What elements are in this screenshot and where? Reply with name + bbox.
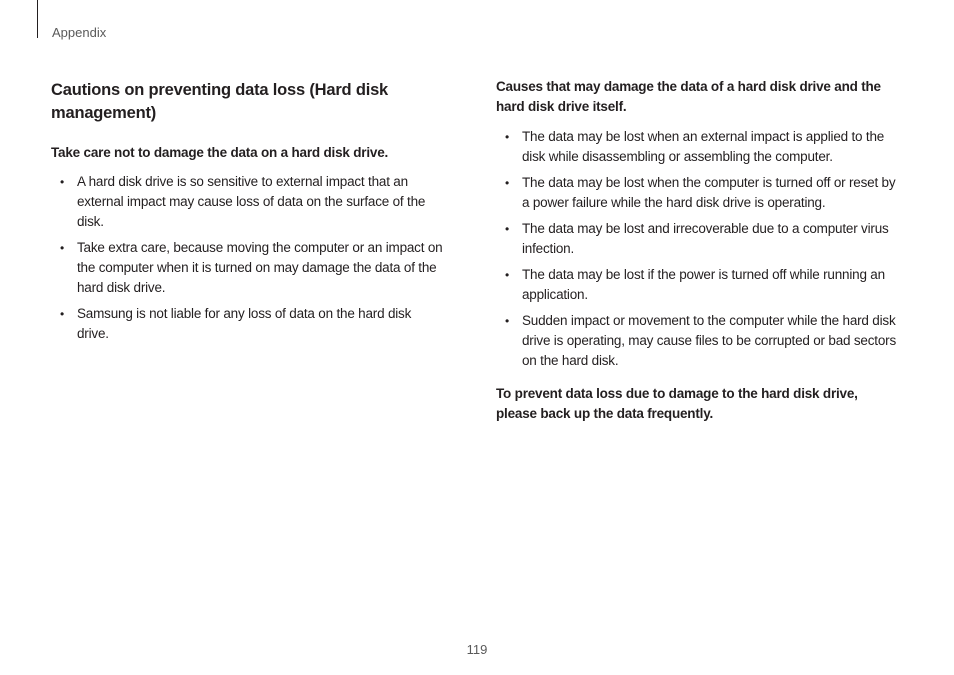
bullet-icon: • [505, 268, 510, 282]
list-item [496, 127, 902, 167]
page-header-rule [37, 0, 38, 38]
left-bullet-list [51, 172, 445, 350]
section-label: Appendix [52, 25, 107, 40]
list-item-text: The data may be lost if the power is turned off while running an application. [522, 267, 885, 302]
list-item [496, 219, 902, 259]
list-item-text: Samsung is not liable for any loss of data on the hard disk drive. [77, 306, 412, 341]
left-subheading: Take care not to damage the data on a hard disk drive. [51, 145, 389, 160]
list-item-text: A hard disk drive is so sensitive to external impact that an external impact may cause loss of data on the surface of the disk. [77, 174, 426, 229]
list-item [51, 238, 445, 298]
right-subheading: Causes that may damage the data of a hard disk drive and the hard disk drive itself. [496, 79, 881, 114]
list-item-text: Take extra care, because moving the computer or an impact on the computer when it is turned on may damage the data of the hard disk drive. [77, 240, 443, 295]
bullet-icon: • [505, 314, 510, 328]
list-item-text: Sudden impact or movement to the computer while the hard disk drive is operating, may cause files to be corrupted or bad sectors on the hard disk. [522, 313, 896, 368]
list-item [51, 304, 445, 344]
closing-note: To prevent data loss due to damage to the hard disk drive, please back up the data frequently. [496, 386, 858, 421]
bullet-icon: • [505, 222, 510, 236]
bullet-icon: • [505, 176, 510, 190]
list-item-text: The data may be lost and irrecoverable due to a computer virus infection. [522, 221, 889, 256]
list-item-text: The data may be lost when an external impact is applied to the disk while disassembling or assembling the computer. [522, 129, 885, 164]
list-item [496, 173, 902, 213]
list-item-text: The data may be lost when the computer is turned off or reset by a power failure while the hard disk drive is operating. [522, 175, 896, 210]
page-number: 119 [466, 642, 488, 657]
list-item [496, 311, 902, 371]
bullet-icon: • [60, 307, 65, 321]
list-item [496, 265, 902, 305]
list-item [51, 172, 445, 232]
page-title: Cautions on preventing data loss (Hard disk management) [51, 81, 389, 122]
right-bullet-list [496, 127, 902, 377]
bullet-icon: • [60, 175, 65, 189]
bullet-icon: • [60, 241, 65, 255]
bullet-icon: • [505, 130, 510, 144]
